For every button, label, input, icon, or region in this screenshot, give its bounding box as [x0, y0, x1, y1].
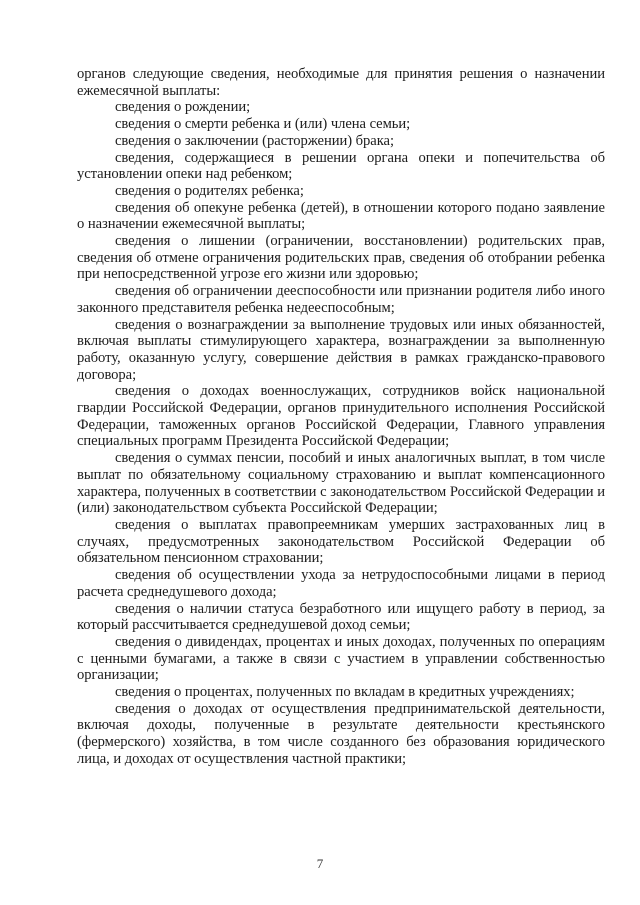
page-number: 7	[316, 856, 324, 871]
paragraph-death-info: сведения о смерти ребенка и (или) члена семьи;	[115, 116, 411, 133]
paragraph-legal-capacity: сведения об ограничении дееспособности или признании родителя либо иного законного представителя ребенка недееспособным;	[77, 283, 605, 316]
document-page	[77, 66, 605, 768]
paragraph-business-income: сведения о доходах от осуществления предпринимательской деятельности, включая доходы, полученные в результате деятельности крестьянского (фермерского) хозяйства, в том числе созданного без образования юридического лица, и доходах от осуществления частной практики;	[77, 700, 605, 767]
paragraph-successor-payments: сведения о выплатах правопреемникам умерших застрахованных лиц в случаях, предусмотренных законодательством Российской Федерации об обязательном пенсионном страховании;	[77, 516, 605, 567]
paragraph-intro: органов следующие сведения, необходимые для принятия решения о назначении ежемесячной выплаты:	[77, 66, 605, 99]
paragraph-guardianship-decision: сведения, содержащиеся в решении органа опеки и попечительства об установлении опеки над ребенком;	[77, 149, 605, 183]
paragraph-remuneration: сведения о вознаграждении за выполнение трудовых или иных обязанностей, включая выплаты стимулирующего характера, вознаграждении за выполненную работу, оказанную услугу, совершение действия в рамках гражданско-правового договора;	[77, 316, 605, 383]
paragraph-parental-rights: сведения о лишении (ограничении, восстановлении) родительских прав, сведения об отмене ограничения родительских прав, сведения об отобрании ребенка при непосредственной угрозе его жизни или здоровью;	[77, 233, 605, 283]
paragraph-pensions: сведения о суммах пенсии, пособий и иных аналогичных выплат, в том числе выплат по обязательному социальному страхованию и выплат компенсационного характера, полученных в соответствии с законодательством Российской Федерации и (или) законодательством субъекта Российской Федерации;	[77, 450, 605, 517]
paragraph-marriage-info: сведения о заключении (расторжении) брака;	[115, 132, 394, 149]
paragraph-military-income: сведения о доходах военнослужащих, сотрудников войск национальной гвардии Российской Федерации, органов принудительного исполнения Российской Федерации, таможенных органов Российской Федерации, Главного управления специальных программ Президента Российской Федерации;	[77, 383, 605, 450]
paragraph-birth-info: сведения о рождении;	[115, 99, 251, 116]
paragraph-dividends: сведения о дивидендах, процентах и иных доходах, полученных по операциям с ценными бумагами, а также в связи с участием в управлении собственностью организации;	[77, 633, 605, 684]
paragraph-deposit-interest: сведения о процентах, полученных по вкладам в кредитных учреждениях;	[115, 684, 575, 701]
paragraph-guardian-info: сведения об опекуне ребенка (детей), в отношении которого подано заявление о назначении ежемесячной выплаты;	[77, 199, 605, 233]
paragraph-unemployment-status: сведения о наличии статуса безработного или ищущего работу в период, за который рассчитывается среднедушевой доход семьи;	[77, 600, 605, 634]
paragraph-parents-info: сведения о родителях ребенка;	[115, 182, 304, 199]
paragraph-care-info: сведения об осуществлении ухода за нетрудоспособными лицами в период расчета среднедушевого дохода;	[77, 567, 605, 600]
